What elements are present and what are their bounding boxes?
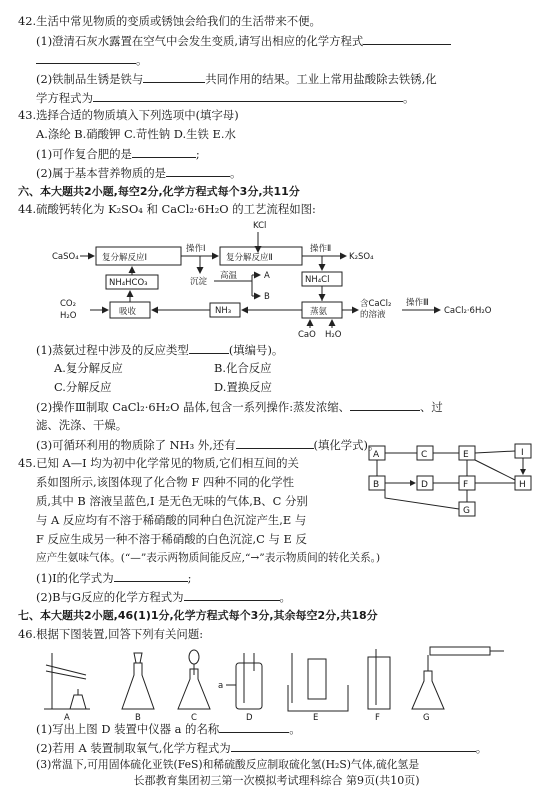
- flow-cao: CaO: [298, 330, 316, 340]
- q42-stem: 42.生活中常见物质的变质或锈蚀会给我们的生活带来不便。: [18, 14, 321, 28]
- q44-part3-text: (3)可循环利用的物质除了 NH₃ 外,还有: [36, 438, 236, 452]
- q42-part2-text: (2)铁制品生锈是铁与: [36, 72, 144, 86]
- instrument-a-label: a: [218, 681, 224, 691]
- period: 。: [289, 722, 301, 736]
- flow-precip: 沉淀: [190, 277, 208, 287]
- flow-h2o-steam: H₂O: [325, 330, 342, 340]
- q44-part3-text-b: (填化学式)。: [313, 438, 380, 452]
- answer-blank[interactable]: [231, 738, 476, 752]
- flow-hightemp: 高温: [220, 271, 238, 281]
- q45-part1-text: (1)I的化学式为: [36, 571, 114, 585]
- node-f: F: [463, 480, 469, 490]
- node-h: H: [519, 480, 526, 490]
- q46-apparatus-figure: [30, 645, 530, 721]
- q45-part1: [36, 568, 191, 588]
- q44-flowchart: [40, 218, 540, 340]
- flow-reactor1: 复分解反应Ⅰ: [102, 253, 148, 263]
- q44-part2-text: (2)操作Ⅲ制取 CaCl₂·6H₂O 晶体,包含一系列操作:蒸发浓缩、: [36, 400, 350, 414]
- q44-part2-text-b: 、过: [420, 400, 443, 414]
- flow-nh4hco3: NH₄HCO₃: [109, 278, 148, 288]
- period: 。: [136, 53, 148, 67]
- q44-part1-text: (1)蒸氨过程中涉及的反应类型: [36, 343, 189, 357]
- flow-absorb: 吸收: [119, 307, 137, 317]
- q43-part1: [36, 144, 200, 164]
- answer-blank[interactable]: [93, 88, 403, 102]
- choice-c: C.分解反应: [54, 380, 112, 394]
- q43-stem: 43.选择合适的物质填入下列选项中(填字母): [18, 108, 239, 122]
- answer-blank[interactable]: [36, 50, 136, 64]
- flow-op2: 操作Ⅱ: [310, 244, 332, 254]
- q44-choices-row1: [54, 359, 374, 378]
- node-c: C: [421, 450, 428, 460]
- choice-b: B.化合反应: [214, 361, 272, 375]
- q45-line5: F 反应生成另一种不溶于稀硝酸的白色沉淀,C 与 E 反: [36, 532, 307, 546]
- answer-blank[interactable]: [350, 397, 420, 411]
- q44-part1: [36, 340, 283, 360]
- period: 。: [279, 590, 291, 604]
- q45-relationship-diagram: [365, 440, 540, 518]
- q42-part1: [36, 31, 451, 51]
- q42-part1-text: (1)澄清石灰水露置在空气中会发生变质,请写出相应的化学方程式: [36, 34, 364, 48]
- q45-line6: 应产生氨味气体。(“—”表示两物质间能反应,“→”表示物质间的转化关系。): [36, 552, 381, 564]
- node-g: G: [463, 506, 470, 516]
- apparatus-label-d: D: [246, 713, 253, 721]
- flow-k2so4: K₂SO₄: [349, 252, 374, 262]
- flow-co2: CO₂: [60, 299, 77, 309]
- q44-part2-cont: 滤、洗涤、干燥。: [36, 418, 128, 432]
- q43-part2-text: (2)属于基本营养物质的是: [36, 166, 167, 180]
- flow-cacl2-solution-2: 的溶液: [360, 310, 386, 320]
- apparatus-label-b: B: [135, 713, 141, 721]
- q43-part2: [36, 163, 241, 183]
- page-footer: 长郡教育集团初三第一次模拟考试理科综合 第9页(共10页): [133, 774, 420, 787]
- q46-part1-text: (1)写出上图 D 装置中仪器 a 的名称: [36, 722, 220, 736]
- apparatus-label-g: G: [423, 713, 430, 721]
- node-d: D: [421, 480, 428, 490]
- flow-reactor2: 复分解反应Ⅱ: [226, 253, 273, 263]
- node-b: B: [373, 480, 380, 490]
- flow-nh3: NH₃: [215, 306, 232, 316]
- flow-caso4: CaSO₄: [52, 252, 79, 262]
- q46-part3: (3)常温下,可用固体硫化亚铁(FeS)和稀硫酸反应制取硫化氢(H₂S)气体,硫化氢是: [36, 758, 420, 771]
- node-e: E: [463, 450, 469, 460]
- flow-cacl2-solution-1: 含CaCl₂: [360, 299, 392, 309]
- q46-part1: [36, 719, 301, 739]
- q42-part2-cont: [36, 88, 414, 108]
- q45-line1: 45.已知 A—I 均为初中化学常见的物质,它们相互间的关: [18, 456, 299, 470]
- q42-part1-cont: [36, 50, 147, 70]
- answer-blank[interactable]: [219, 719, 289, 733]
- answer-blank[interactable]: [132, 144, 196, 158]
- answer-blank[interactable]: [143, 69, 205, 83]
- answer-blank[interactable]: [363, 31, 451, 45]
- flow-steam: 蒸氨: [310, 307, 328, 317]
- apparatus-label-c: C: [191, 713, 197, 721]
- q44-part2: [36, 397, 443, 417]
- flow-kcl: KCl: [253, 221, 267, 231]
- semicolon: ;: [187, 571, 192, 585]
- q46-stem: 46.根据下图装置,回答下列有关问题:: [18, 627, 204, 641]
- flow-nh4cl: NH₄Cl: [305, 275, 330, 285]
- q45-part2: [36, 587, 291, 607]
- apparatus-label-a: A: [64, 713, 70, 721]
- answer-blank[interactable]: [184, 587, 280, 601]
- flow-op3: 操作Ⅲ: [406, 298, 429, 308]
- q43-part1-text: (1)可作复合肥的是: [36, 147, 132, 161]
- apparatus-label-f: F: [375, 713, 380, 721]
- q44-part1-text-b: (填编号)。: [228, 343, 284, 357]
- q42-part2: [36, 69, 437, 89]
- q45-line3: 质,其中 B 溶液呈蓝色,I 是无色无味的气体,B、C 分别: [36, 494, 308, 508]
- q45-line4: 与 A 反应均有不溶于稀硝酸的同种白色沉淀产生,E 与: [36, 513, 307, 527]
- q42-part2-text-c: 学方程式为: [36, 91, 93, 105]
- period: 。: [230, 166, 242, 180]
- period: 。: [475, 741, 488, 755]
- q46-part2-text: (2)若用 A 装置制取氧气,化学方程式为: [36, 741, 231, 755]
- node-i: I: [521, 448, 524, 458]
- period: 。: [402, 91, 415, 105]
- semicolon: ;: [195, 147, 200, 161]
- answer-blank[interactable]: [189, 340, 229, 354]
- section-6-heading: 六、本大题共2小题,每空2分,化学方程式每个3分,共11分: [18, 185, 300, 198]
- choice-d: D.置换反应: [214, 380, 272, 394]
- q43-options: A.涤纶 B.硝酸钾 C.苛性钠 D.生铁 E.水: [36, 127, 236, 141]
- q44-choices-row2: [54, 378, 374, 397]
- q42-part2-text-b: 共同作用的结果。工业上常用盐酸除去铁锈,化: [205, 72, 437, 86]
- flow-op1: 操作Ⅰ: [186, 244, 206, 254]
- q44-part3: [36, 435, 379, 455]
- q45-part2-text: (2)B与G反应的化学方程式为: [36, 590, 184, 604]
- answer-blank[interactable]: [236, 435, 314, 449]
- node-a: A: [373, 450, 380, 460]
- flow-b: B: [264, 292, 270, 302]
- apparatus-label-e: E: [313, 713, 319, 721]
- section-7-heading: 七、本大题共2小题,46(1)1分,化学方程式每个3分,其余每空2分,共18分: [18, 609, 378, 622]
- flow-h2o: H₂O: [60, 311, 77, 321]
- flow-product: CaCl₂·6H₂O: [444, 306, 492, 316]
- choice-a: A.复分解反应: [54, 361, 123, 375]
- flow-a: A: [264, 271, 270, 281]
- answer-blank[interactable]: [114, 568, 188, 582]
- answer-blank[interactable]: [166, 163, 230, 177]
- q45-line2: 系如图所示,该图体现了化合物 F 四种不同的化学性: [36, 475, 294, 489]
- q44-stem: 44.硫酸钙转化为 K₂SO₄ 和 CaCl₂·6H₂O 的工艺流程如图:: [18, 202, 316, 216]
